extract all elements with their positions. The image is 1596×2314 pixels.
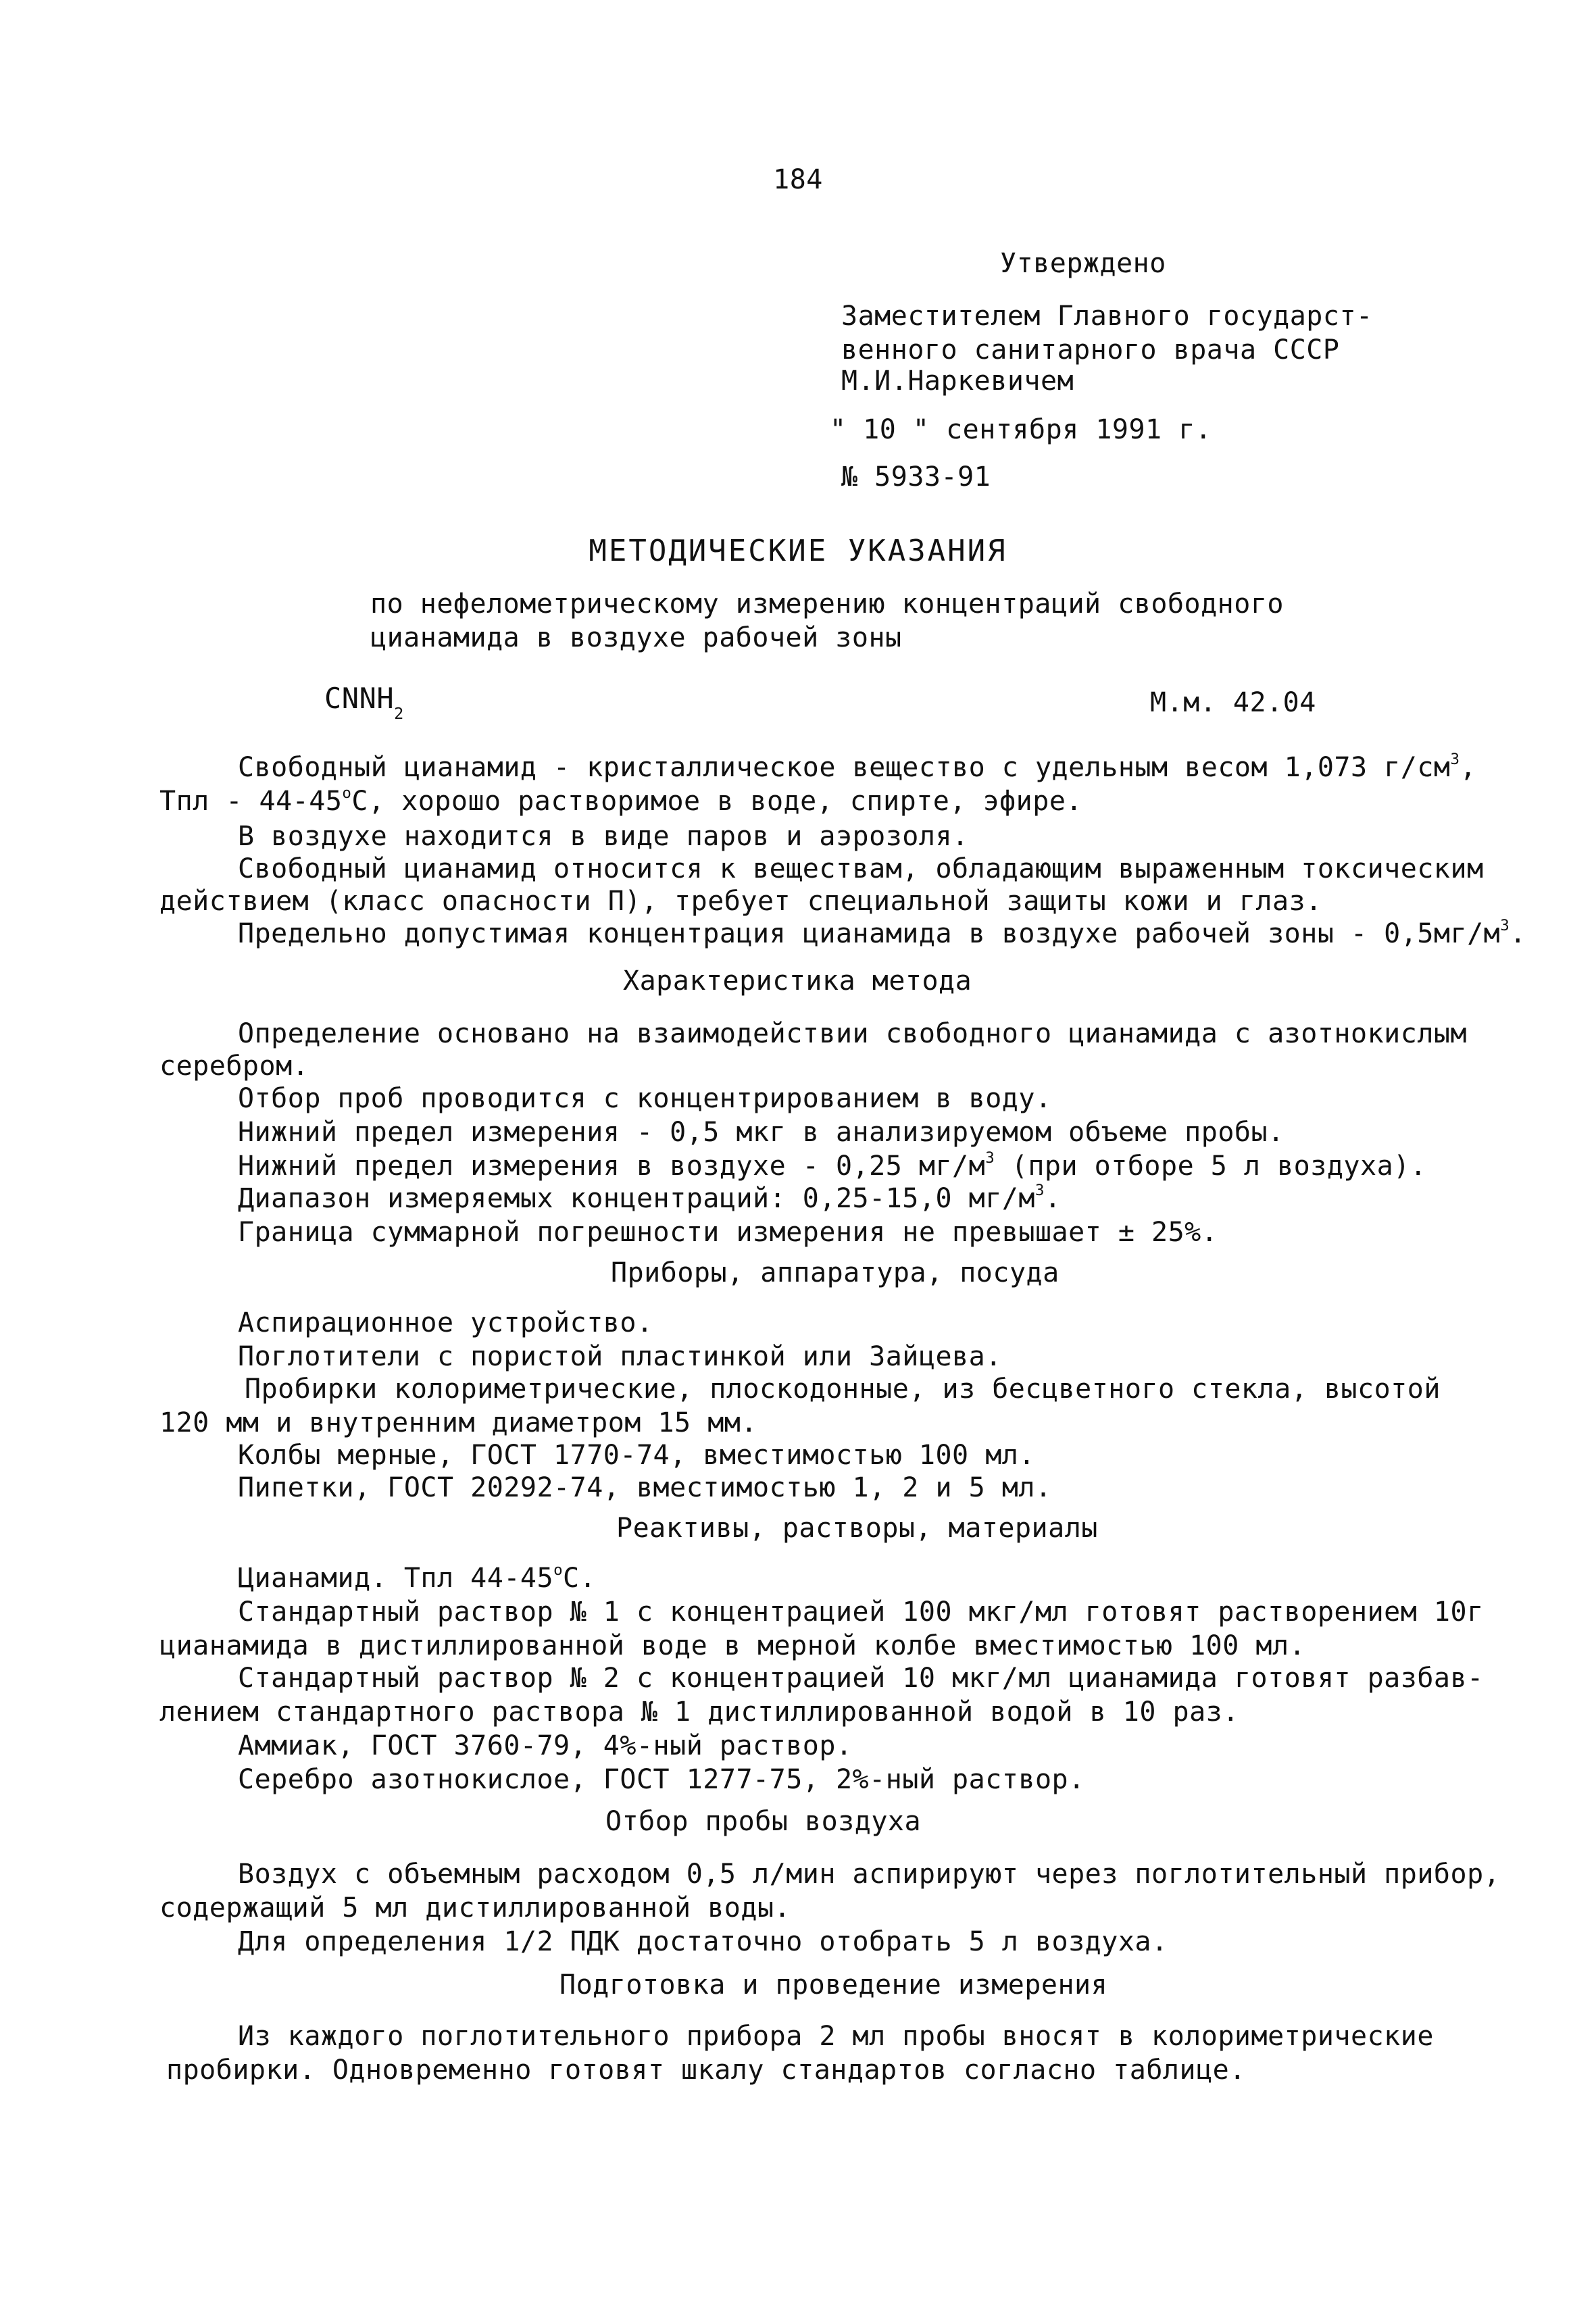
paragraph-line: Стандартный раствор № 2 с концентрацией 10 мкг/мл цианамида готовят разбав-	[238, 1663, 1484, 1694]
paragraph-line: цианамида в дистиллированной воде в мерной колбе вместимостью 100 мл.	[159, 1630, 1306, 1661]
paragraph-line: Нижний предел измерения - 0,5 мкг в анализируемом объеме пробы.	[238, 1117, 1285, 1148]
paragraph-line: Пипетки, ГОСТ 20292-74, вместимостью 1, 2 и 5 мл.	[238, 1472, 1052, 1503]
approval-signer: М.И.Наркевичем	[841, 366, 1074, 397]
paragraph-line: Нижний предел измерения в воздухе - 0,25 $мг/м^3$ (при отборе 5 л воздуха).	[238, 1149, 1427, 1182]
paragraph-line: Для определения 1/2 ПДК достаточно отобрать 5 л воздуха.	[238, 1926, 1168, 1957]
paragraph-line: Аммиак, ГОСТ 3760-79, 4%-ный раствор.	[238, 1730, 853, 1761]
paragraph-line: В воздухе находится в виде паров и аэрозоля.	[238, 821, 969, 852]
section-heading: Реактивы, растворы, материалы	[616, 1513, 1098, 1544]
paragraph-line: Определение основано на взаимодействии свободного цианамида с азотнокислым	[238, 1018, 1468, 1049]
paragraph-line: серебром.	[159, 1051, 309, 1082]
document-subtitle: по нефелометрическому измерению концентраций свободного	[370, 588, 1285, 620]
paragraph-line: лением стандартного раствора № 1 дистиллированной водой в 10 раз.	[159, 1696, 1239, 1728]
document-subtitle: цианамида в воздухе рабочей зоны	[370, 622, 902, 653]
approval-heading: Утверждено	[1000, 248, 1166, 279]
molar-mass: М.м. 42.04	[1150, 687, 1316, 718]
paragraph-line: Граница суммарной погрешности измерения не превышает ± 25%.	[238, 1217, 1218, 1248]
paragraph-line: содержащий 5 мл дистиллированной воды.	[159, 1892, 791, 1923]
paragraph-line: Из каждого поглотительного прибора 2 мл пробы вносят в колориметрические	[238, 2021, 1434, 2052]
paragraph-line: Поглотители с пористой пластинкой или Зайцева.	[238, 1341, 1002, 1372]
approval-number: № 5933-91	[841, 461, 991, 493]
paragraph-line: Аспирационное устройство.	[238, 1307, 653, 1338]
paragraph-line: Диапазон измеряемых концентраций: 0,25-15,0 $мг/м^3$.	[238, 1182, 1062, 1214]
paragraph-line: Свободный цианамид относится к веществам, обладающим выраженным токсическим	[238, 853, 1484, 884]
document-title: МЕТОДИЧЕСКИЕ УКАЗАНИЯ	[589, 534, 1007, 568]
paragraph-line: Свободный цианамид - кристаллическое вещество с удельным весом 1,073 $г/см^3$,	[238, 751, 1477, 783]
paragraph-line: Тпл - $44-45^оС$, хорошо растворимое в воде, спирте, эфире.	[159, 784, 1082, 817]
paragraph-line: Цианамид. Тпл $44-45^оС$.	[238, 1561, 597, 1594]
section-heading: Характеристика метода	[623, 965, 972, 997]
paragraph-line: Колбы мерные, ГОСТ 1770-74, вместимостью 100 мл.	[238, 1440, 1035, 1471]
page-number: 184	[773, 164, 823, 195]
section-heading: Приборы, аппаратура, посуда	[611, 1257, 1059, 1288]
paragraph-line: пробирки. Одновременно готовят шкалу стандартов согласно таблице.	[166, 2055, 1246, 2086]
paragraph-line: 120 мм и внутренним диаметром 15 мм.	[159, 1407, 757, 1438]
paragraph-line: Воздух с объемным расходом 0,5 л/мин аспирируют через поглотительный прибор,	[238, 1859, 1501, 1890]
approval-line: Заместителем Главного государст-	[841, 301, 1373, 332]
paragraph-line: действием (класс опасности П), требует специальной защиты кожи и глаз.	[159, 886, 1322, 917]
chemical-formula: $CNNH_2$	[324, 682, 404, 723]
section-heading: Отбор пробы воздуха	[605, 1806, 922, 1837]
paragraph-line: Серебро азотнокислое, ГОСТ 1277-75, 2%-ный раствор.	[238, 1764, 1085, 1795]
paragraph-line: Предельно допустимая концентрация цианамида в воздухе рабочей зоны - $0,5мг/м^3$.	[238, 917, 1526, 949]
paragraph-line: Стандартный раствор № 1 с концентрацией 100 мкг/мл готовят растворением 10г	[238, 1596, 1484, 1628]
paragraph-line: Пробирки колориметрические, плоскодонные, из бесцветного стекла, высотой	[245, 1374, 1441, 1405]
approval-line: венного санитарного врача СССР	[841, 334, 1340, 366]
paragraph-line: Отбор проб проводится с концентрированием в воду.	[238, 1083, 1052, 1114]
section-heading: Подготовка и проведение измерения	[559, 1969, 1108, 2001]
approval-date: " 10 " сентября 1991 г.	[830, 414, 1212, 445]
